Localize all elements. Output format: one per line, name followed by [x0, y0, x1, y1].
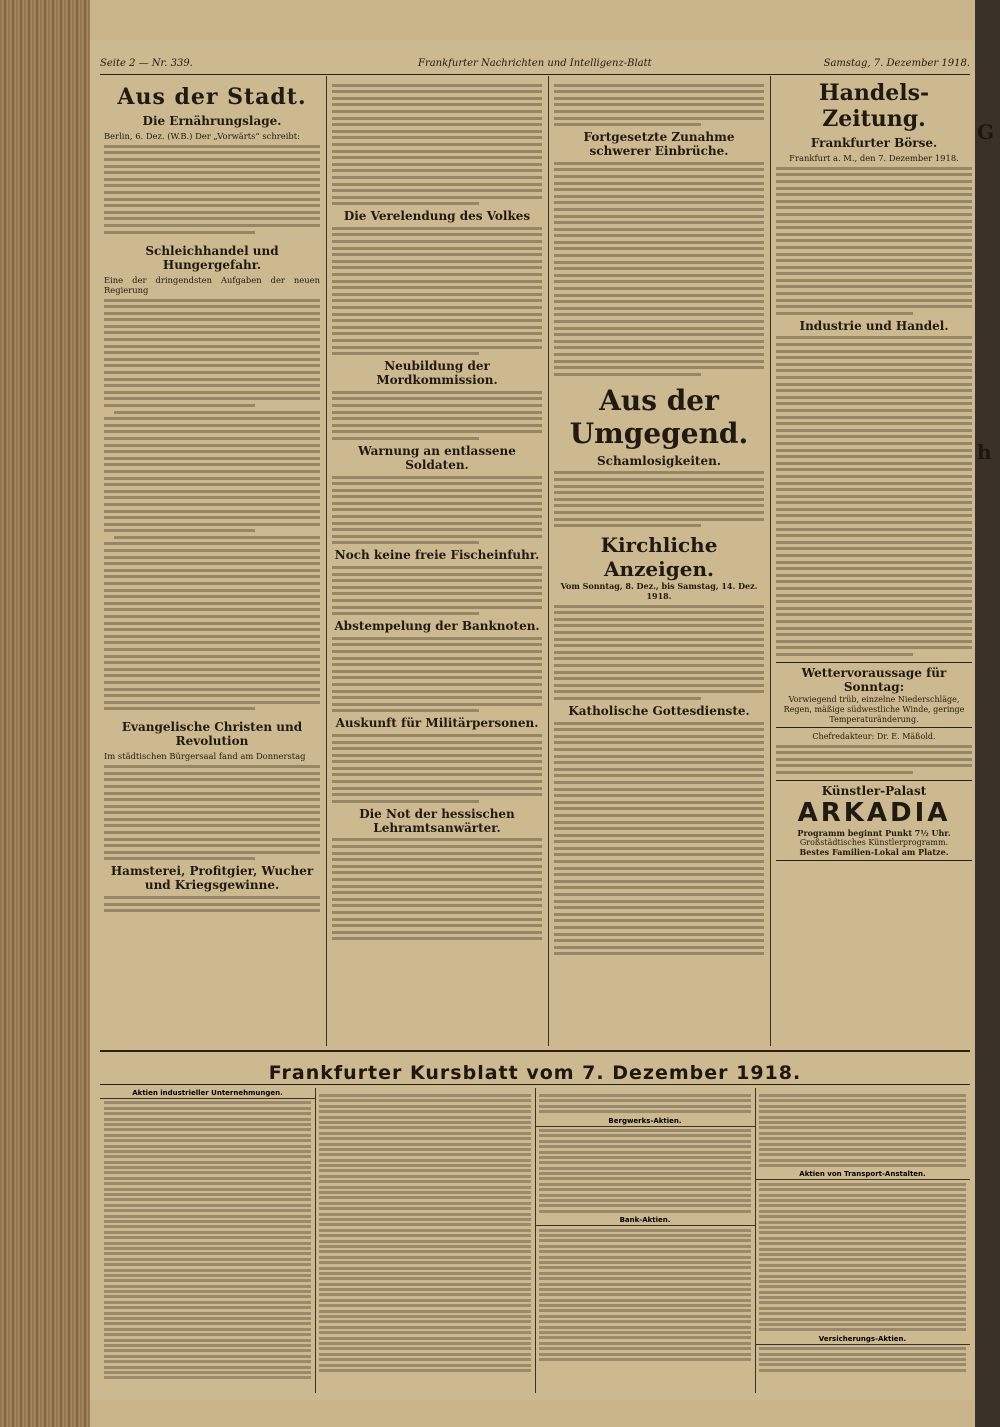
section-title: Handels-Zeitung. — [818, 80, 930, 132]
edge-fragment: G — [977, 120, 995, 144]
article-text — [104, 299, 320, 711]
article-text — [332, 734, 542, 803]
article-heading: Industrie und Handel. — [799, 318, 949, 333]
adjacent-page-edge — [975, 0, 1000, 1427]
column-stadt — [104, 80, 320, 1045]
article-heading: Schamlosigkeiten. — [596, 453, 722, 468]
article-text — [332, 838, 542, 940]
section-title: Kirchliche Anzeigen. — [600, 533, 718, 582]
article-text — [104, 145, 320, 234]
article-heading: Abstempelung der Banknoten. — [334, 619, 540, 634]
table-section-heading: Versicherungs-Aktien. — [755, 1334, 970, 1345]
running-header — [100, 58, 970, 74]
article-text — [554, 162, 764, 376]
weather-box — [776, 662, 972, 728]
section-title: Aus der Stadt. — [117, 84, 307, 110]
article-intro: Eine der dringendsten Aufgaben der neuen Regierung — [104, 274, 320, 295]
article-text — [332, 637, 542, 713]
article-intro: Berlin, 6. Dez. (W.B.) Der „Vorwärts“ schreibt: — [104, 131, 300, 141]
ad-top: Künstler-Palast — [821, 783, 927, 798]
article-text — [104, 765, 320, 860]
article-text — [332, 476, 542, 545]
ad-line3: Bestes Familien-Lokal am Platze. — [799, 846, 949, 857]
table-section-heading: Aktien industrieller Unternehmungen. — [100, 1088, 315, 1099]
ad-line1: Programm beginnt Punkt 7½ Uhr. — [797, 827, 951, 838]
edge-fragment: h — [977, 440, 992, 464]
column-two — [332, 80, 542, 1045]
article-text — [776, 167, 972, 315]
kursblatt-rule — [100, 1050, 970, 1052]
page-number: Seite 2 — Nr. 339. — [100, 58, 193, 69]
article-heading: Neubildung der Mordkommission. — [376, 359, 498, 388]
article-heading: Die Not der hessischen Lehramtsanwärter. — [359, 806, 515, 835]
column-rule — [326, 76, 327, 1046]
article-text — [554, 605, 764, 700]
table-column — [755, 1088, 970, 1393]
article-heading: Fortgesetzte Zunahme schwerer Einbrüche. — [583, 130, 735, 159]
article-subheading: Hamsterei, Profitgier, Wucher und Kriegsgewinne. — [110, 864, 314, 893]
column-rule — [548, 76, 549, 1046]
table-column — [535, 1088, 756, 1393]
table-column — [100, 1088, 316, 1393]
kursblatt-rule — [100, 1084, 970, 1085]
article-heading: Katholische Gottesdienste. — [568, 704, 750, 718]
arkadia-ad — [776, 780, 972, 861]
article-heading: Noch keine freie Fischeinfuhr. — [334, 548, 540, 563]
weather-heading: Wettervoraussage für Sonntag: — [801, 665, 947, 694]
article-heading: Frankfurter Börse. — [810, 136, 938, 150]
weather-text: Vorwiegend trüb, einzelne Niederschläge, Regen, mäßige südwestliche Winde, geringe Temperaturänderung. — [783, 694, 965, 724]
article-text — [554, 84, 764, 127]
date-line: Samstag, 7. Dezember 1918. — [823, 58, 970, 69]
article-heading: Die Verelendung des Volkes — [343, 209, 531, 224]
column-handel — [776, 80, 972, 1045]
table-section-heading: Bank-Aktien. — [535, 1215, 755, 1226]
article-text — [332, 566, 542, 615]
header-rule — [100, 74, 970, 75]
article-text — [776, 745, 972, 774]
article-text — [776, 336, 972, 656]
editor-line: Chefredakteur: Dr. E. Mäßold. — [812, 731, 936, 741]
article-intro: Im städtischen Bürgersaal fand am Donnerstag — [104, 751, 306, 762]
book-spine — [0, 0, 90, 1427]
ad-line2: Großstädtisches Künstlerprogramm. — [799, 837, 949, 847]
ad-name: ARKADIA — [797, 797, 951, 828]
masthead-line: Frankfurter Nachrichten und Intelligenz-Blatt — [418, 58, 652, 69]
article-text — [554, 471, 764, 527]
article-heading: Auskunft für Militärpersonen. — [335, 716, 539, 731]
article-heading: Schleichhandel und Hungergefahr. — [145, 243, 279, 272]
section-title: Aus der Umgegend. — [569, 383, 749, 450]
article-heading: Evangelische Christen und Revolution — [121, 720, 303, 749]
dateline: Frankfurt a. M., den 7. Dezember 1918. — [789, 153, 959, 163]
table-section-heading: Aktien von Transport-Anstalten. — [755, 1169, 970, 1180]
article-heading: Warnung an entlassene Soldaten. — [358, 443, 516, 472]
column-three — [554, 80, 764, 1045]
table-column — [315, 1088, 536, 1393]
article-text — [332, 391, 542, 440]
date-range: Vom Sonntag, 8. Dez., bis Samstag, 14. Dez. 1918. — [560, 581, 758, 602]
article-text — [554, 722, 764, 956]
article-text — [104, 896, 320, 912]
article-text — [332, 227, 542, 355]
kursblatt-table — [100, 1088, 970, 1393]
article-text — [332, 84, 542, 206]
kursblatt-title: Frankfurter Kursblatt vom 7. Dezember 1918. — [268, 1062, 802, 1084]
column-rule — [770, 76, 771, 1046]
table-section-heading: Bergwerks-Aktien. — [535, 1116, 755, 1127]
article-heading: Die Ernährungslage. — [142, 114, 282, 128]
